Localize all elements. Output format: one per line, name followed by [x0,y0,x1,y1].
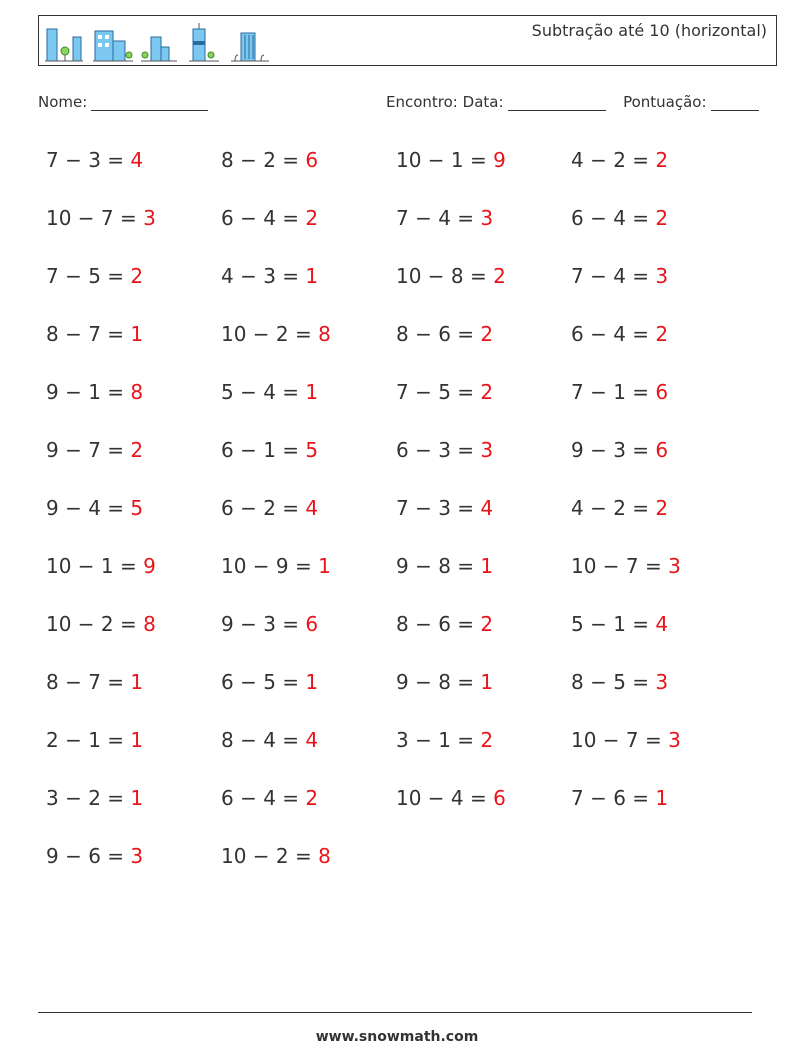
problem-answer: 2 [130,438,144,462]
problem-item [396,670,493,694]
problem-expression: 9 − 8 = [396,554,481,578]
worksheet-title: Subtração até 10 (horizontal) [531,21,767,40]
problem-expression: 10 − 1 = [46,554,144,578]
problem-item [221,380,318,404]
problem-answer: 1 [130,322,144,346]
problem-expression: 7 − 4 = [571,264,656,288]
problem-expression: 5 − 4 = [221,380,306,404]
problem-answer: 6 [655,438,669,462]
problem-expression: 8 − 2 = [221,148,306,172]
problem-answer: 2 [655,206,669,230]
name-label: Nome: [38,93,88,111]
city-icons [45,23,275,63]
problem-item [396,206,493,230]
problem-item [396,380,493,404]
problem-expression: 8 − 4 = [221,728,306,752]
building-icon [45,29,83,61]
problem-answer: 3 [655,264,669,288]
problem-expression: 8 − 6 = [396,612,481,636]
problem-item [46,728,143,752]
problem-expression: 6 − 1 = [221,438,306,462]
problem-item [46,322,143,346]
problem-item [221,554,331,578]
problem-expression: 6 − 2 = [221,496,306,520]
problem-item [46,554,156,578]
problem-answer: 8 [318,844,331,868]
problem-expression: 8 − 7 = [46,670,131,694]
problem-expression: 5 − 1 = [571,612,656,636]
problem-expression: 7 − 6 = [571,786,656,810]
problem-answer: 1 [480,554,494,578]
problem-expression: 7 − 3 = [46,148,131,172]
problem-item [571,670,668,694]
problem-answer: 6 [305,612,319,636]
problem-item [46,670,143,694]
problem-expression: 7 − 3 = [396,496,481,520]
problem-item [221,844,331,868]
problem-expression: 4 − 2 = [571,148,656,172]
problem-expression: 10 − 4 = [396,786,494,810]
problem-item [46,264,143,288]
footer-divider [38,1012,752,1013]
problem-item [571,322,668,346]
problem-answer: 2 [305,206,319,230]
problem-expression: 10 − 2 = [221,844,319,868]
problem-item [221,206,318,230]
problem-expression: 9 − 3 = [221,612,306,636]
problem-answer: 4 [305,496,319,520]
problem-expression: 10 − 8 = [396,264,494,288]
problem-answer: 1 [318,554,331,578]
problem-answer: 2 [480,612,494,636]
problem-answer: 3 [480,206,494,230]
date-label: Data: [462,93,504,111]
house-tree-icon [141,37,177,61]
problem-answer: 1 [305,264,319,288]
problem-item [571,728,681,752]
problem-answer: 3 [480,438,494,462]
problem-answer: 5 [305,438,319,462]
problem-item [46,380,143,404]
problem-expression: 9 − 3 = [571,438,656,462]
name-field [38,93,208,111]
problem-answer: 2 [305,786,319,810]
problem-item [571,264,668,288]
problem-expression: 10 − 7 = [46,206,144,230]
problem-expression: 6 − 4 = [571,322,656,346]
problem-expression: 9 − 6 = [46,844,131,868]
problem-expression: 9 − 8 = [396,670,481,694]
problem-item [46,438,143,462]
problem-item [396,148,506,172]
problem-expression: 2 − 1 = [46,728,131,752]
problem-answer: 2 [130,264,144,288]
problem-item [396,438,493,462]
problem-answer: 9 [493,148,506,172]
problem-expression: 4 − 2 = [571,496,656,520]
problem-answer: 3 [668,554,681,578]
problem-item [396,264,506,288]
problem-expression: 7 − 5 = [46,264,131,288]
problem-answer: 8 [130,380,144,404]
problem-item [396,728,493,752]
problem-item [396,554,493,578]
worksheet-header [38,15,777,66]
problem-answer: 1 [305,380,319,404]
problem-answer: 2 [480,380,494,404]
name-line [91,96,208,111]
problem-item [571,612,668,636]
problem-item [46,612,156,636]
problem-expression: 6 − 5 = [221,670,306,694]
problem-item [571,148,668,172]
problem-expression: 10 − 7 = [571,554,669,578]
problem-item [221,612,318,636]
problem-answer: 3 [130,844,144,868]
problem-answer: 2 [655,496,669,520]
problem-item [571,496,668,520]
problem-item [396,322,493,346]
problem-item [221,496,318,520]
meeting-date-score-fields [386,93,759,111]
problem-expression: 9 − 7 = [46,438,131,462]
problem-answer: 2 [480,322,494,346]
problem-answer: 1 [130,728,144,752]
problem-item [46,148,143,172]
score-label: Pontuação: [623,93,707,111]
problem-answer: 2 [655,322,669,346]
problem-answer: 6 [305,148,319,172]
problem-item [571,380,668,404]
problem-answer: 3 [143,206,156,230]
problem-expression: 10 − 2 = [46,612,144,636]
problem-item [221,264,318,288]
problem-expression: 3 − 2 = [46,786,131,810]
problem-answer: 6 [493,786,506,810]
problem-item [221,670,318,694]
problem-expression: 6 − 3 = [396,438,481,462]
problem-item [571,206,668,230]
problem-expression: 10 − 2 = [221,322,319,346]
problem-answer: 4 [305,728,319,752]
problem-answer: 8 [318,322,331,346]
problem-item [571,438,668,462]
office-building-icon [93,31,133,61]
problem-answer: 5 [130,496,144,520]
problem-expression: 7 − 4 = [396,206,481,230]
problem-expression: 8 − 6 = [396,322,481,346]
problem-expression: 6 − 4 = [571,206,656,230]
problem-item [221,148,318,172]
problem-item [46,496,143,520]
problem-item [571,786,668,810]
problem-answer: 1 [130,670,144,694]
problem-answer: 4 [655,612,669,636]
tower-icon [189,23,219,61]
problem-item [221,438,318,462]
footer-url: www.snowmath.com [315,1029,479,1045]
problem-item [221,322,331,346]
problem-answer: 6 [655,380,669,404]
problem-expression: 4 − 3 = [221,264,306,288]
problem-answer: 8 [143,612,156,636]
problem-answer: 4 [480,496,494,520]
problem-answer: 2 [493,264,506,288]
meeting-label: Encontro: [386,93,458,111]
problem-expression: 3 − 1 = [396,728,481,752]
problem-expression: 9 − 1 = [46,380,131,404]
problem-expression: 8 − 5 = [571,670,656,694]
problem-item [396,786,506,810]
problem-expression: 10 − 7 = [571,728,669,752]
problem-answer: 2 [480,728,494,752]
problem-answer: 1 [130,786,144,810]
problem-expression: 8 − 7 = [46,322,131,346]
problem-expression: 6 − 4 = [221,206,306,230]
problem-answer: 3 [668,728,681,752]
date-line [508,96,606,111]
problem-item [221,728,318,752]
problem-answer: 4 [130,148,144,172]
problem-answer: 1 [655,786,669,810]
problem-expression: 9 − 4 = [46,496,131,520]
problem-answer: 1 [305,670,319,694]
score-line [711,96,759,111]
problem-answer: 3 [655,670,669,694]
problem-answer: 2 [655,148,669,172]
problem-expression: 7 − 5 = [396,380,481,404]
problem-item [396,612,493,636]
problem-item [571,554,681,578]
problem-item [46,844,143,868]
problem-expression: 6 − 4 = [221,786,306,810]
problem-answer: 1 [480,670,494,694]
problem-item [46,786,143,810]
problem-item [221,786,318,810]
problem-item [396,496,493,520]
problem-expression: 10 − 1 = [396,148,494,172]
problem-answer: 9 [143,554,156,578]
skyscraper-icon [231,33,269,61]
problem-expression: 7 − 1 = [571,380,656,404]
problem-item [46,206,156,230]
problem-expression: 10 − 9 = [221,554,319,578]
